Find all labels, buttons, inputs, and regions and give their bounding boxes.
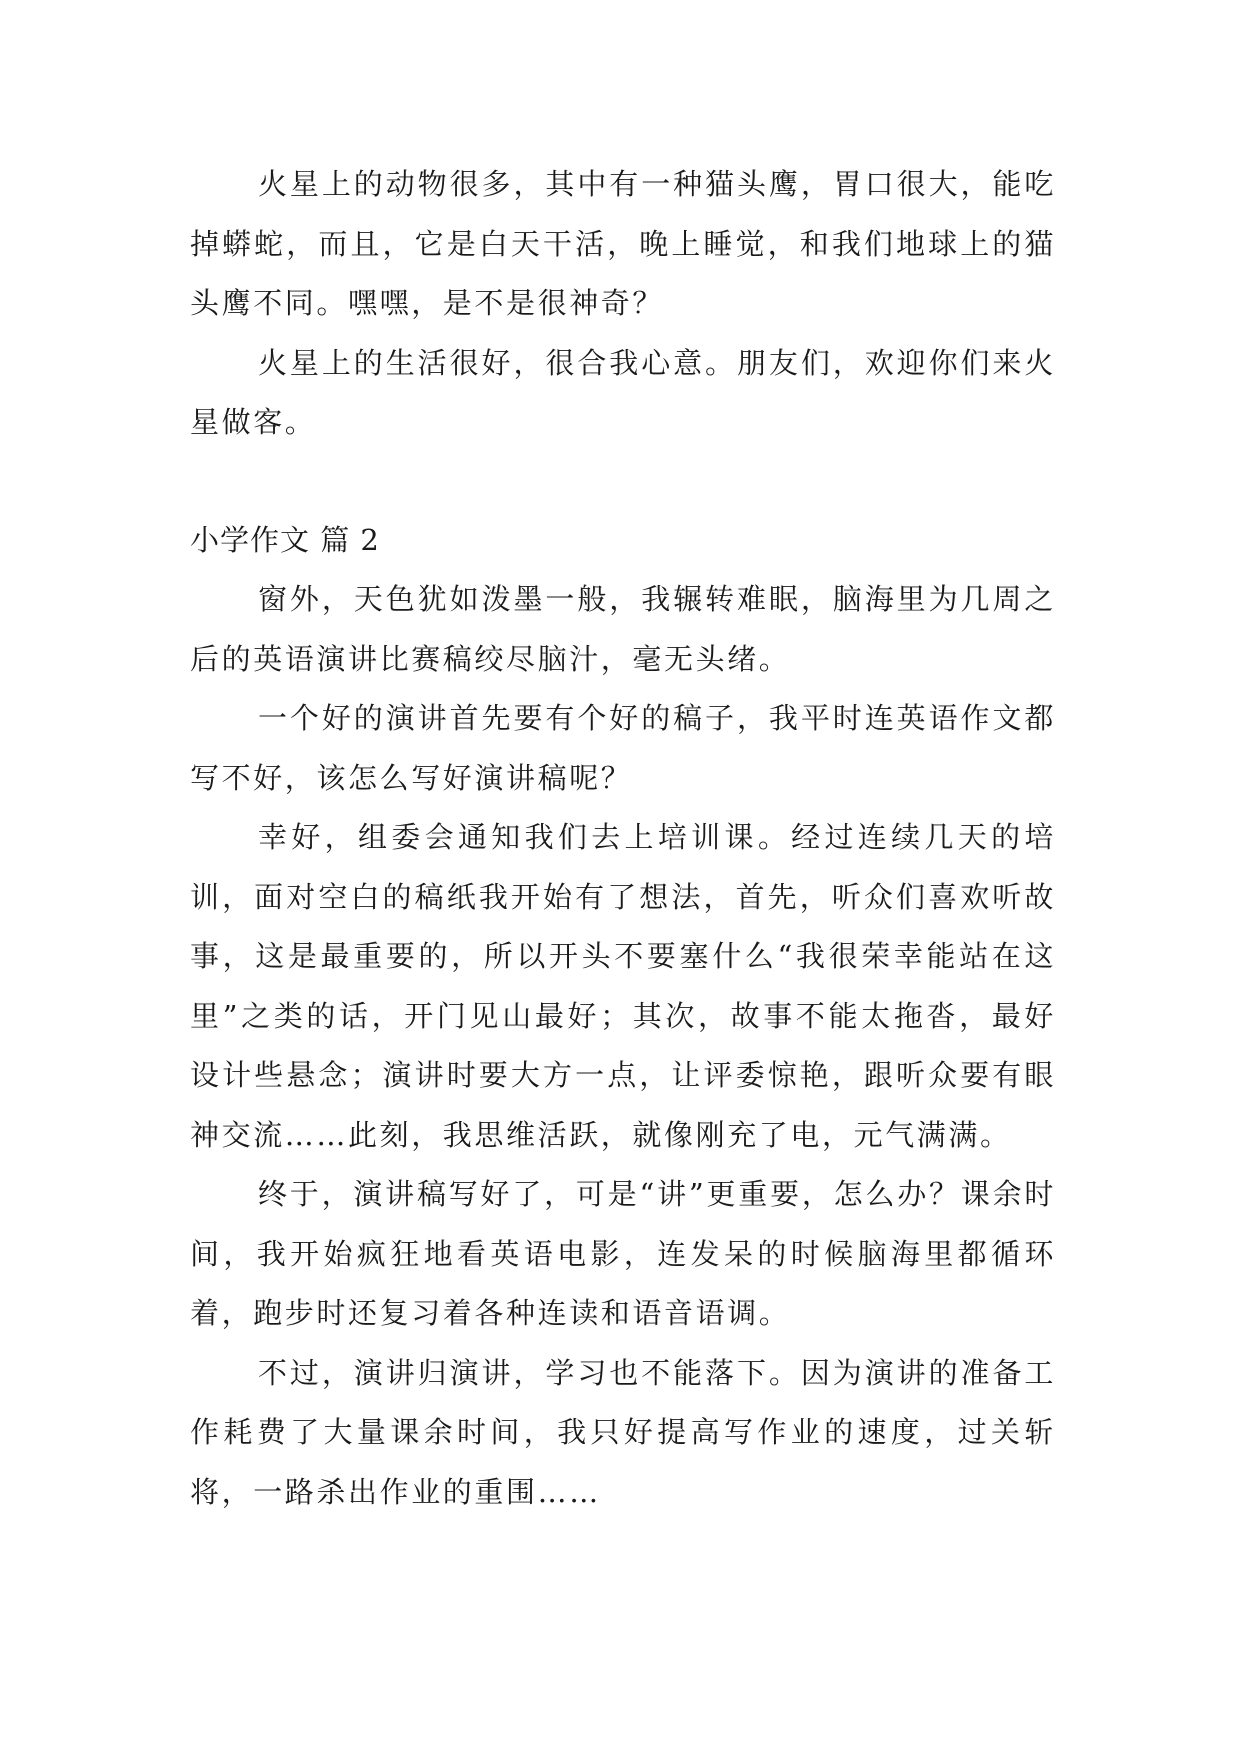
- paragraph-window: 窗外，天色犹如泼墨一般，我辗转难眠，脑海里为几周之后的英语演讲比赛稿绞尽脑汁，毫无头绪。: [190, 582, 1056, 676]
- paragraph-good-speech: 一个好的演讲首先要有个好的稿子，我平时连英语作文都写不好，该怎么写好演讲稿呢？: [190, 701, 1056, 795]
- paragraph-training: 幸好，组委会通知我们去上培训课。经过连续几天的培训，面对空白的稿纸我开始有了想法，首先，听众们喜欢听故事，这是最重要的，所以开头不要塞什么“我很荣幸能站在这里”之类的话，开门见山最好；其次，故事不能太拖沓，最好设计些悬念；演讲时要大方一点，让评委惊艳，跟听众要有眼神交流……此刻，我思维活跃，就像刚充了电，元气满满。: [190, 820, 1056, 1152]
- paragraph-owl: 火星上的动物很多，其中有一种猫头鹰，胃口很大，能吃掉蟒蛇，而且，它是白天干活，晚上睡觉，和我们地球上的猫头鹰不同。嘿嘿，是不是很神奇？: [190, 167, 1056, 320]
- paragraph-study: 不过，演讲归演讲，学习也不能落下。因为演讲的准备工作耗费了大量课余时间，我只好提高写作业的速度，过关斩将，一路杀出作业的重围……: [190, 1355, 1056, 1509]
- document-body: [190, 155, 1056, 1522]
- section-spacer: [190, 453, 1056, 511]
- paragraph-mars-life: 火星上的生活很好，很合我心意。朋友们，欢迎你们来火星做客。: [190, 345, 1056, 439]
- paragraph-speaking: 终于，演讲稿写好了，可是“讲”更重要，怎么办？课余时间，我开始疯狂地看英语电影，连发呆的时候脑海里都循环着，跑步时还复习着各种连读和语音语调。: [190, 1177, 1056, 1330]
- section-heading: 小学作文 篇 2: [190, 522, 380, 557]
